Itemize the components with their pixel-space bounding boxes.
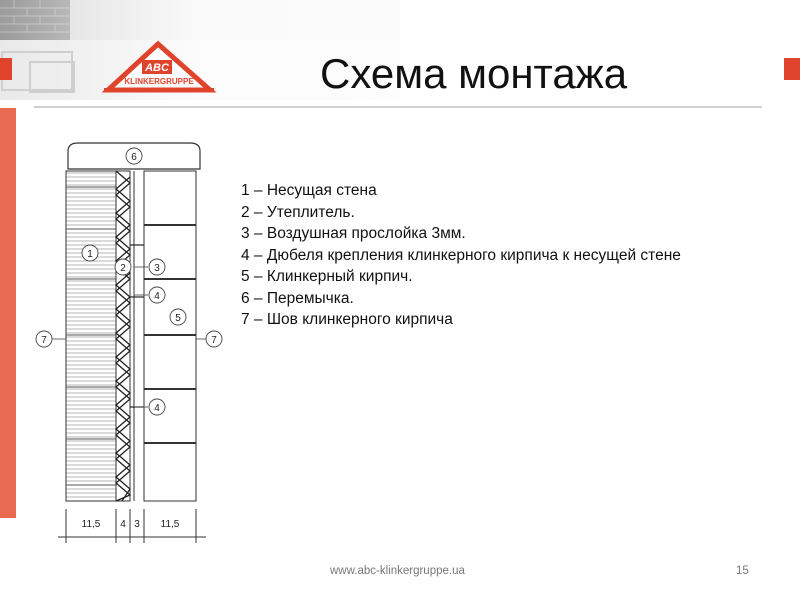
page-number: 15 (736, 565, 749, 577)
wall-section-diagram (30, 135, 230, 545)
callout-7-right: 7 (211, 335, 217, 346)
dowels (130, 245, 144, 407)
dimension-insulation: 4 (120, 519, 126, 530)
logo-abc-text: ABC (145, 62, 169, 74)
logo-klinkergruppe-text: KLINKERGRUPPE (124, 77, 194, 86)
callout-2: 2 (120, 263, 126, 274)
callout-1: 1 (87, 249, 93, 260)
header-divider (34, 106, 762, 108)
callout-3: 3 (154, 263, 160, 274)
callout-6: 6 (131, 152, 137, 163)
dimension-wall: 11,5 (81, 519, 101, 530)
accent-tab-left (0, 58, 12, 80)
callout-7-left: 7 (41, 335, 47, 346)
callout-4b: 4 (154, 403, 160, 414)
callout-5: 5 (175, 313, 181, 324)
dimension-brick: 11,5 (160, 519, 180, 530)
page-title: Схема монтажа (320, 50, 628, 97)
legend-item: 6 – Перемычка. (241, 289, 354, 307)
legend-item: 3 – Воздушная прослойка 3мм. (241, 225, 466, 242)
legend (241, 180, 761, 331)
dimension-labels (82, 519, 180, 530)
legend-item: 2 – Утеплитель. (241, 203, 355, 221)
company-logo (100, 40, 220, 96)
left-accent-bar (0, 108, 16, 518)
load-bearing-wall (66, 171, 116, 501)
legend-item: 4 – Дюбеля крепления клинкерного кирпича к несущей стене (241, 246, 681, 264)
dimension-line (58, 509, 206, 543)
dimension-gap: 3 (134, 519, 140, 530)
legend-item: 7 – Шов клинкерного кирпича (241, 311, 453, 328)
accent-tab-right (784, 58, 800, 80)
footer-url[interactable]: www.abc-klinkergruppe.ua (330, 565, 465, 577)
callout-4a: 4 (154, 291, 160, 302)
legend-item: 1 – Несущая стена (241, 182, 377, 199)
legend-item: 5 – Клинкерный кирпич. (241, 268, 413, 285)
